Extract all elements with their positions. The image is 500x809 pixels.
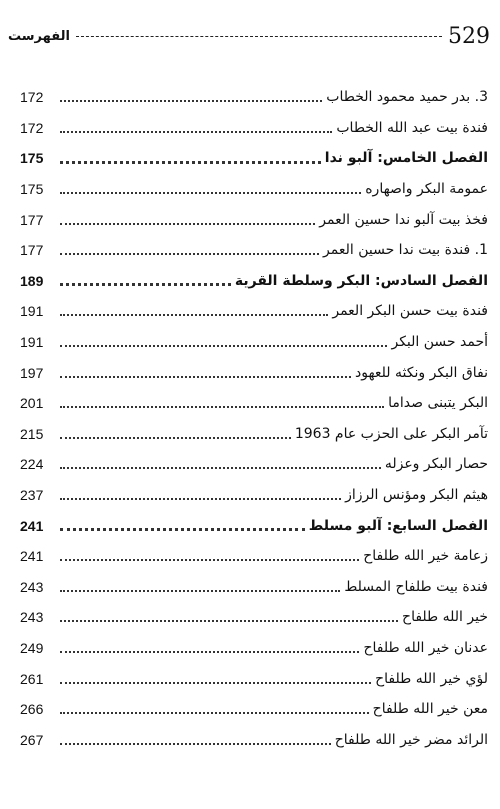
toc-entry-title: زعامة خير الله طلفاح <box>363 548 488 565</box>
toc-page-number: 249 <box>20 639 44 656</box>
toc-page-number: 172 <box>20 119 44 136</box>
toc-dot-leader <box>60 651 359 653</box>
toc-entry-title: حصار البكر وعزله <box>384 456 488 473</box>
toc-page-number: 197 <box>20 364 44 381</box>
toc-row <box>20 388 488 419</box>
toc-page-number: 191 <box>20 303 44 320</box>
toc-row <box>20 174 488 205</box>
toc-entry-title: فندة بيت حسن البكر العمر <box>332 303 488 320</box>
toc-page-number: 177 <box>20 211 44 228</box>
toc-row <box>20 602 488 633</box>
toc-dot-leader <box>60 100 322 102</box>
toc-dot-leader <box>60 283 231 286</box>
toc-dot-leader <box>60 528 305 531</box>
toc-chapter-row <box>20 143 488 174</box>
toc-dot-leader <box>60 498 341 500</box>
toc-chapter-row <box>20 510 488 541</box>
toc-entry-title: عمومة البكر واصهاره <box>365 181 488 198</box>
toc-page-number: 241 <box>20 517 44 534</box>
table-of-contents <box>20 82 488 755</box>
toc-row <box>20 541 488 572</box>
toc-page-number: 201 <box>20 395 44 412</box>
toc-row <box>20 419 488 450</box>
toc-row <box>20 113 488 144</box>
toc-dot-leader <box>60 223 315 225</box>
toc-entry-title: 3. بدر حميد محمود الخطاب <box>326 89 488 106</box>
toc-row <box>20 724 488 755</box>
toc-page-number: 224 <box>20 456 44 473</box>
toc-entry-title: فندة بيت طلفاح المسلط <box>344 578 488 595</box>
toc-entry-title: الفصل السادس: البكر وسلطة القرية <box>234 272 488 289</box>
toc-row <box>20 694 488 725</box>
toc-entry-title: 1. فندة بيت ندا حسين العمر <box>323 242 488 259</box>
toc-dot-leader <box>60 559 359 561</box>
toc-dot-leader <box>60 192 361 194</box>
toc-row <box>20 357 488 388</box>
toc-row <box>20 204 488 235</box>
toc-page-number: 177 <box>20 242 44 259</box>
toc-entry-title: أحمد حسن البكر <box>391 334 488 351</box>
toc-entry-title: فخذ بيت آلبو ندا حسين العمر <box>319 211 488 228</box>
toc-dot-leader <box>60 131 332 133</box>
toc-page-number: 175 <box>20 150 44 167</box>
toc-dot-leader <box>60 620 398 622</box>
toc-chapter-row <box>20 266 488 297</box>
toc-dot-leader <box>60 376 351 378</box>
toc-row <box>20 296 488 327</box>
toc-entry-title: خير الله طلفاح <box>402 609 488 626</box>
toc-row <box>20 449 488 480</box>
toc-page-number: 267 <box>20 731 44 748</box>
toc-entry-title: البكر يتبنى صداما <box>388 395 488 412</box>
toc-entry-title: تآمر البكر على الحزب عام 1963 <box>294 425 488 442</box>
toc-entry-title: فندة بيت عبد الله الخطاب <box>336 119 488 136</box>
toc-dot-leader <box>60 406 384 408</box>
toc-dot-leader <box>60 712 369 714</box>
toc-dot-leader <box>60 467 381 469</box>
toc-page-number: 261 <box>20 670 44 687</box>
toc-page-number: 172 <box>20 89 44 106</box>
toc-entry-title: الرائد مضر خير الله طلفاح <box>334 731 488 748</box>
toc-dot-leader <box>60 743 331 745</box>
toc-dot-leader <box>60 590 340 592</box>
toc-dot-leader <box>60 161 321 164</box>
toc-row <box>20 327 488 358</box>
toc-entry-title: لؤي خير الله طلفاح <box>375 670 488 687</box>
toc-row <box>20 663 488 694</box>
toc-page-number: 266 <box>20 701 44 718</box>
toc-page-number: 215 <box>20 425 44 442</box>
toc-row <box>20 480 488 511</box>
toc-row <box>20 82 488 113</box>
toc-entry-title: هيثم البكر ومؤنس الرزاز <box>345 487 488 504</box>
toc-dot-leader <box>60 437 291 439</box>
toc-entry-title: نفاق البكر ونكثه للعهود <box>355 364 488 381</box>
toc-entry-title: معن خير الله طلفاح <box>372 701 488 718</box>
toc-page-number: 243 <box>20 578 44 595</box>
toc-row <box>20 235 488 266</box>
toc-row <box>20 633 488 664</box>
toc-entry-title: الفصل السابع: آلبو مسلط <box>308 517 488 534</box>
header-dashed-rule <box>76 36 442 37</box>
toc-page-number: 175 <box>20 181 44 198</box>
toc-row <box>20 572 488 603</box>
toc-dot-leader <box>60 314 328 316</box>
toc-page-number: 237 <box>20 487 44 504</box>
toc-page-number: 189 <box>20 272 44 289</box>
section-title: الفهرست <box>8 28 70 44</box>
toc-page-number: 243 <box>20 609 44 626</box>
toc-page-number: 241 <box>20 548 44 565</box>
toc-page-number: 191 <box>20 334 44 351</box>
page-header <box>8 18 490 54</box>
toc-entry-title: عدنان خير الله طلفاح <box>363 639 488 656</box>
toc-dot-leader <box>60 682 371 684</box>
toc-dot-leader <box>60 345 387 347</box>
page-number: 529 <box>448 23 490 49</box>
toc-entry-title: الفصل الخامس: آلبو ندا <box>324 150 488 167</box>
toc-dot-leader <box>60 253 319 255</box>
